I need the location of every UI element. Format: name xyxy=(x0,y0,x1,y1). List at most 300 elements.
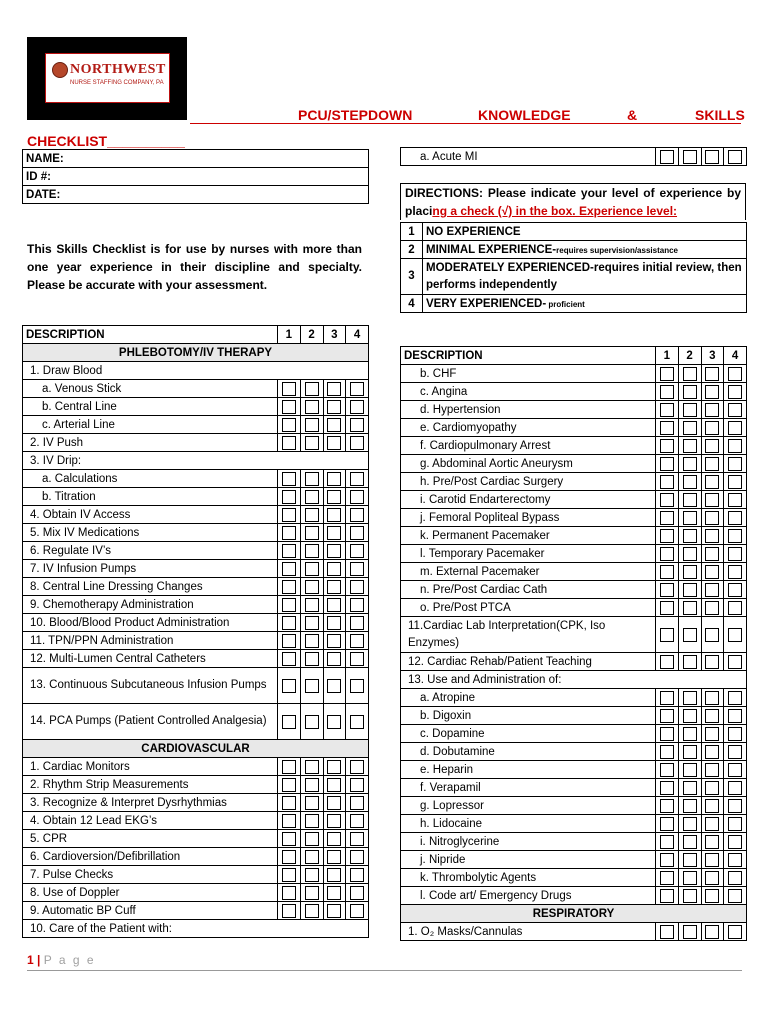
row-label: 9. Automatic BP Cuff xyxy=(23,902,278,920)
row-label: 7. Pulse Checks xyxy=(23,866,278,884)
checkbox[interactable] xyxy=(278,650,301,668)
checkbox[interactable] xyxy=(323,524,346,542)
checkbox[interactable] xyxy=(346,614,369,632)
row-label: k. Permanent Pacemaker xyxy=(401,527,656,545)
checkbox[interactable] xyxy=(701,707,724,725)
row-label: a. Atropine xyxy=(401,689,656,707)
row-label: f. Verapamil xyxy=(401,779,656,797)
row-label: 10. Blood/Blood Product Administration xyxy=(23,614,278,632)
checkbox[interactable] xyxy=(724,743,747,761)
checkbox[interactable] xyxy=(656,545,679,563)
checkbox[interactable] xyxy=(656,653,679,671)
header-col-3: 3 xyxy=(323,326,346,344)
company-logo xyxy=(27,37,187,120)
row-label: 3. Recognize & Interpret Dysrhythmias xyxy=(23,794,278,812)
row-label: e. Cardiomyopathy xyxy=(401,419,656,437)
checkbox[interactable] xyxy=(346,776,369,794)
row-label: c. Arterial Line xyxy=(23,416,278,434)
checkbox[interactable] xyxy=(701,923,724,941)
checkbox[interactable] xyxy=(701,887,724,905)
checkbox[interactable] xyxy=(656,401,679,419)
checkbox[interactable] xyxy=(701,761,724,779)
row-label: 6. Cardioversion/Defibrillation xyxy=(23,848,278,866)
checkbox[interactable] xyxy=(346,884,369,902)
checkbox[interactable] xyxy=(724,437,747,455)
checkbox[interactable] xyxy=(278,578,301,596)
checkbox[interactable] xyxy=(323,560,346,578)
checkbox[interactable] xyxy=(724,797,747,815)
checkbox[interactable] xyxy=(724,923,747,941)
checkbox[interactable] xyxy=(346,794,369,812)
row-label: 5. Mix IV Medications xyxy=(23,524,278,542)
checkbox[interactable] xyxy=(300,866,323,884)
checkbox[interactable] xyxy=(323,776,346,794)
checkbox[interactable] xyxy=(656,563,679,581)
checkbox[interactable] xyxy=(346,668,369,704)
checkbox[interactable] xyxy=(724,419,747,437)
checkbox[interactable] xyxy=(346,542,369,560)
checkbox[interactable] xyxy=(701,581,724,599)
row-label: l. Temporary Pacemaker xyxy=(401,545,656,563)
checkbox[interactable] xyxy=(300,668,323,704)
checkbox[interactable] xyxy=(678,581,701,599)
checkbox[interactable] xyxy=(278,524,301,542)
checkbox[interactable] xyxy=(278,902,301,920)
checkbox[interactable] xyxy=(346,758,369,776)
checkbox[interactable] xyxy=(701,491,724,509)
checkbox[interactable] xyxy=(346,704,369,740)
checkbox[interactable] xyxy=(278,848,301,866)
checkbox[interactable] xyxy=(346,506,369,524)
checkbox[interactable] xyxy=(278,884,301,902)
level-number: 4 xyxy=(401,295,423,313)
checkbox[interactable] xyxy=(724,545,747,563)
checkbox[interactable] xyxy=(701,815,724,833)
checkbox[interactable] xyxy=(278,506,301,524)
checkbox[interactable] xyxy=(678,455,701,473)
checkbox[interactable] xyxy=(278,776,301,794)
checkbox[interactable] xyxy=(300,380,323,398)
checkbox[interactable] xyxy=(701,148,724,166)
checkbox[interactable] xyxy=(724,617,747,653)
checkbox[interactable] xyxy=(323,632,346,650)
checkbox[interactable] xyxy=(656,725,679,743)
checkbox[interactable] xyxy=(678,401,701,419)
checkbox[interactable] xyxy=(278,632,301,650)
checkbox[interactable] xyxy=(678,473,701,491)
checkbox[interactable] xyxy=(678,779,701,797)
checkbox[interactable] xyxy=(278,488,301,506)
checkbox[interactable] xyxy=(678,545,701,563)
checkbox[interactable] xyxy=(300,632,323,650)
level-label: MODERATELY EXPERIENCED-requires initial review, then performs independently xyxy=(423,259,747,295)
checkbox[interactable] xyxy=(678,851,701,869)
checkbox[interactable] xyxy=(678,725,701,743)
row-label: j. Nipride xyxy=(401,851,656,869)
checkbox[interactable] xyxy=(724,779,747,797)
row-label: a. Acute MI xyxy=(401,148,656,166)
checkbox[interactable] xyxy=(300,434,323,452)
checkbox[interactable] xyxy=(656,815,679,833)
level-number: 2 xyxy=(401,241,423,259)
acute-mi-table xyxy=(400,147,747,166)
checkbox[interactable] xyxy=(724,527,747,545)
checkbox[interactable] xyxy=(300,776,323,794)
row-label: 4. Obtain IV Access xyxy=(23,506,278,524)
checkbox[interactable] xyxy=(346,866,369,884)
page-word: P a g e xyxy=(43,953,96,967)
checkbox[interactable] xyxy=(300,524,323,542)
checkbox[interactable] xyxy=(323,668,346,704)
checkbox[interactable] xyxy=(323,398,346,416)
checkbox[interactable] xyxy=(724,689,747,707)
checkbox[interactable] xyxy=(300,830,323,848)
checkbox[interactable] xyxy=(300,398,323,416)
checkbox[interactable] xyxy=(323,758,346,776)
header-col-2: 2 xyxy=(678,347,701,365)
checkbox[interactable] xyxy=(701,653,724,671)
checkbox[interactable] xyxy=(701,833,724,851)
row-label: b. Central Line xyxy=(23,398,278,416)
checkbox[interactable] xyxy=(656,617,679,653)
checkbox[interactable] xyxy=(724,653,747,671)
header-col-3: 3 xyxy=(701,347,724,365)
checkbox[interactable] xyxy=(656,923,679,941)
row-label: 11. TPN/PPN Administration xyxy=(23,632,278,650)
checkbox[interactable] xyxy=(701,779,724,797)
checkbox[interactable] xyxy=(724,563,747,581)
checkbox[interactable] xyxy=(656,869,679,887)
checkbox[interactable] xyxy=(346,488,369,506)
title-word-1: PCU/STEPDOWN xyxy=(298,107,413,123)
checkbox[interactable] xyxy=(323,830,346,848)
checkbox[interactable] xyxy=(300,650,323,668)
logo-name: NORTHWEST xyxy=(70,62,166,77)
checkbox[interactable] xyxy=(701,545,724,563)
checkbox[interactable] xyxy=(678,617,701,653)
checkbox[interactable] xyxy=(678,923,701,941)
row-label: b. CHF xyxy=(401,365,656,383)
checkbox[interactable] xyxy=(724,851,747,869)
checkbox[interactable] xyxy=(300,812,323,830)
checkbox[interactable] xyxy=(278,704,301,740)
checkbox[interactable] xyxy=(278,416,301,434)
checkbox[interactable] xyxy=(278,794,301,812)
checkbox[interactable] xyxy=(656,797,679,815)
checkbox[interactable] xyxy=(278,614,301,632)
checkbox[interactable] xyxy=(701,563,724,581)
id-field[interactable]: ID #: xyxy=(23,168,369,186)
checkbox[interactable] xyxy=(346,632,369,650)
checkbox[interactable] xyxy=(701,743,724,761)
directions-text-red: ng a check (√) in the box. Experience level: xyxy=(432,204,678,218)
row-label: g. Abdominal Aortic Aneurysm xyxy=(401,455,656,473)
checkbox[interactable] xyxy=(278,812,301,830)
checkbox[interactable] xyxy=(346,380,369,398)
checkbox[interactable] xyxy=(678,815,701,833)
checkbox[interactable] xyxy=(300,758,323,776)
row-label: 2. IV Push xyxy=(23,434,278,452)
checkbox[interactable] xyxy=(678,833,701,851)
checkbox[interactable] xyxy=(678,383,701,401)
checkbox[interactable] xyxy=(346,434,369,452)
checkbox[interactable] xyxy=(323,542,346,560)
checkbox[interactable] xyxy=(323,434,346,452)
checkbox[interactable] xyxy=(701,509,724,527)
checkbox[interactable] xyxy=(656,473,679,491)
checkbox[interactable] xyxy=(323,812,346,830)
checkbox[interactable] xyxy=(323,416,346,434)
row-label: 7. IV Infusion Pumps xyxy=(23,560,278,578)
checkbox[interactable] xyxy=(656,689,679,707)
row-label: 2. Rhythm Strip Measurements xyxy=(23,776,278,794)
checkbox[interactable] xyxy=(346,560,369,578)
checkbox[interactable] xyxy=(323,650,346,668)
date-field[interactable]: DATE: xyxy=(23,186,369,204)
checkbox[interactable] xyxy=(678,491,701,509)
checkbox[interactable] xyxy=(678,653,701,671)
checkbox[interactable] xyxy=(678,365,701,383)
checkbox[interactable] xyxy=(678,869,701,887)
checkbox[interactable] xyxy=(678,509,701,527)
title-word-2: KNOWLEDGE xyxy=(478,107,571,123)
checkbox[interactable] xyxy=(323,866,346,884)
checkbox[interactable] xyxy=(656,455,679,473)
row-label: a. Venous Stick xyxy=(23,380,278,398)
checkbox[interactable] xyxy=(724,815,747,833)
checkbox[interactable] xyxy=(724,761,747,779)
checkbox[interactable] xyxy=(724,707,747,725)
checkbox[interactable] xyxy=(656,707,679,725)
level-number: 3 xyxy=(401,259,423,295)
row-label: d. Dobutamine xyxy=(401,743,656,761)
checkbox[interactable] xyxy=(323,884,346,902)
header-col-4: 4 xyxy=(724,347,747,365)
checkbox[interactable] xyxy=(656,365,679,383)
checkbox[interactable] xyxy=(701,527,724,545)
title-word-3: & xyxy=(627,107,638,123)
row-label: 1. Draw Blood xyxy=(23,362,369,380)
logo-subtitle: NURSE STAFFING COMPANY, PA xyxy=(70,80,164,86)
checkbox[interactable] xyxy=(656,383,679,401)
header-description: DESCRIPTION xyxy=(23,326,278,344)
row-label: d. Hypertension xyxy=(401,401,656,419)
page-footer xyxy=(27,953,96,967)
row-label: 13. Use and Administration of: xyxy=(401,671,747,689)
checkbox[interactable] xyxy=(678,689,701,707)
checkbox[interactable] xyxy=(701,401,724,419)
checkbox[interactable] xyxy=(656,437,679,455)
checkbox[interactable] xyxy=(678,707,701,725)
checkbox[interactable] xyxy=(300,794,323,812)
checkbox[interactable] xyxy=(701,869,724,887)
basketball-icon xyxy=(52,62,68,78)
checkbox[interactable] xyxy=(300,704,323,740)
checkbox[interactable] xyxy=(346,830,369,848)
checkbox[interactable] xyxy=(656,779,679,797)
checkbox[interactable] xyxy=(323,794,346,812)
checkbox[interactable] xyxy=(278,542,301,560)
checkbox[interactable] xyxy=(656,148,679,166)
row-label: 8. Use of Doppler xyxy=(23,884,278,902)
checkbox[interactable] xyxy=(656,527,679,545)
checkbox[interactable] xyxy=(701,365,724,383)
checkbox[interactable] xyxy=(278,668,301,704)
row-label: 10. Care of the Patient with: xyxy=(23,920,369,938)
checkbox[interactable] xyxy=(278,470,301,488)
checkbox[interactable] xyxy=(656,833,679,851)
checkbox[interactable] xyxy=(701,419,724,437)
row-label: 12. Cardiac Rehab/Patient Teaching xyxy=(401,653,656,671)
checkbox[interactable] xyxy=(701,689,724,707)
checkbox[interactable] xyxy=(323,578,346,596)
checkbox[interactable] xyxy=(724,148,747,166)
checkbox[interactable] xyxy=(323,902,346,920)
row-label: 13. Continuous Subcutaneous Infusion Pumps xyxy=(23,668,278,704)
checkbox[interactable] xyxy=(323,506,346,524)
checkbox[interactable] xyxy=(278,596,301,614)
checkbox[interactable] xyxy=(346,416,369,434)
checkbox[interactable] xyxy=(724,383,747,401)
checkbox[interactable] xyxy=(724,401,747,419)
checkbox[interactable] xyxy=(656,509,679,527)
intro-text: This Skills Checklist is for use by nurses with more than one year experience in their discipline and specialty. Please be accurate with your assessment. xyxy=(27,242,362,292)
checkbox[interactable] xyxy=(701,437,724,455)
checkbox[interactable] xyxy=(678,563,701,581)
checkbox[interactable] xyxy=(656,743,679,761)
checkbox[interactable] xyxy=(346,650,369,668)
row-label: 14. PCA Pumps (Patient Controlled Analgesia) xyxy=(23,704,278,740)
checkbox[interactable] xyxy=(678,797,701,815)
checkbox[interactable] xyxy=(323,704,346,740)
checkbox[interactable] xyxy=(346,470,369,488)
checkbox[interactable] xyxy=(346,398,369,416)
checkbox[interactable] xyxy=(300,848,323,866)
row-label: 6. Regulate IV’s xyxy=(23,542,278,560)
checkbox[interactable] xyxy=(701,617,724,653)
checkbox[interactable] xyxy=(300,884,323,902)
checkbox[interactable] xyxy=(300,596,323,614)
checkbox[interactable] xyxy=(678,148,701,166)
checkbox[interactable] xyxy=(701,455,724,473)
checkbox[interactable] xyxy=(323,596,346,614)
checkbox[interactable] xyxy=(656,851,679,869)
checkbox[interactable] xyxy=(346,902,369,920)
checkbox[interactable] xyxy=(656,491,679,509)
checkbox[interactable] xyxy=(323,380,346,398)
checkbox[interactable] xyxy=(724,455,747,473)
checkbox[interactable] xyxy=(656,761,679,779)
checkbox[interactable] xyxy=(701,725,724,743)
checkbox[interactable] xyxy=(346,596,369,614)
checkbox[interactable] xyxy=(300,902,323,920)
checkbox[interactable] xyxy=(678,761,701,779)
checkbox[interactable] xyxy=(323,470,346,488)
level-label: VERY EXPERIENCED- proficient xyxy=(423,295,747,313)
checkbox[interactable] xyxy=(678,419,701,437)
checkbox[interactable] xyxy=(346,524,369,542)
checkbox[interactable] xyxy=(300,506,323,524)
checkbox[interactable] xyxy=(278,830,301,848)
checkbox[interactable] xyxy=(724,365,747,383)
checkbox[interactable] xyxy=(278,380,301,398)
checkbox[interactable] xyxy=(678,437,701,455)
row-label: c. Dopamine xyxy=(401,725,656,743)
checkbox[interactable] xyxy=(656,887,679,905)
checkbox[interactable] xyxy=(300,542,323,560)
checkbox[interactable] xyxy=(701,599,724,617)
checkbox[interactable] xyxy=(323,848,346,866)
checkbox[interactable] xyxy=(300,416,323,434)
checkbox[interactable] xyxy=(678,599,701,617)
row-label: b. Digoxin xyxy=(401,707,656,725)
row-label: 8. Central Line Dressing Changes xyxy=(23,578,278,596)
row-label: i. Nitroglycerine xyxy=(401,833,656,851)
checkbox[interactable] xyxy=(701,851,724,869)
checkbox[interactable] xyxy=(278,866,301,884)
checkbox[interactable] xyxy=(656,599,679,617)
checkbox[interactable] xyxy=(278,398,301,416)
level-number: 1 xyxy=(401,223,423,241)
left-checklist-table xyxy=(22,325,369,938)
name-field[interactable]: NAME: xyxy=(23,150,369,168)
row-label: n. Pre/Post Cardiac Cath xyxy=(401,581,656,599)
title-underline xyxy=(190,123,741,124)
checkbox[interactable] xyxy=(656,581,679,599)
checkbox[interactable] xyxy=(724,581,747,599)
checkbox[interactable] xyxy=(300,560,323,578)
checkbox[interactable] xyxy=(656,419,679,437)
section-respiratory: RESPIRATORY xyxy=(401,905,747,923)
checkbox[interactable] xyxy=(300,488,323,506)
checkbox[interactable] xyxy=(701,383,724,401)
checkbox[interactable] xyxy=(724,887,747,905)
checkbox[interactable] xyxy=(346,848,369,866)
footer-rule xyxy=(27,970,742,971)
checkbox[interactable] xyxy=(278,560,301,578)
checkbox[interactable] xyxy=(678,743,701,761)
checkbox[interactable] xyxy=(724,599,747,617)
checkbox[interactable] xyxy=(323,614,346,632)
checkbox[interactable] xyxy=(724,491,747,509)
row-label: c. Angina xyxy=(401,383,656,401)
checkbox[interactable] xyxy=(300,578,323,596)
checkbox[interactable] xyxy=(300,470,323,488)
row-label: 11.Cardiac Lab Interpretation(CPK, Iso Enzymes) xyxy=(401,617,656,653)
checkbox[interactable] xyxy=(300,614,323,632)
checkbox[interactable] xyxy=(323,488,346,506)
level-label: NO EXPERIENCE xyxy=(423,223,747,241)
checkbox[interactable] xyxy=(724,473,747,491)
checkbox[interactable] xyxy=(346,812,369,830)
checkbox[interactable] xyxy=(724,833,747,851)
checkbox[interactable] xyxy=(724,509,747,527)
row-label: e. Heparin xyxy=(401,761,656,779)
checkbox[interactable] xyxy=(701,797,724,815)
checkbox[interactable] xyxy=(701,473,724,491)
header-col-4: 4 xyxy=(346,326,369,344)
row-label: i. Carotid Endarterectomy xyxy=(401,491,656,509)
checkbox[interactable] xyxy=(278,434,301,452)
checkbox[interactable] xyxy=(346,578,369,596)
checkbox[interactable] xyxy=(278,758,301,776)
checkbox[interactable] xyxy=(678,887,701,905)
row-label: 1. O₂ Masks/Cannulas xyxy=(401,923,656,941)
checkbox[interactable] xyxy=(724,869,747,887)
checkbox[interactable] xyxy=(724,725,747,743)
checkbox[interactable] xyxy=(678,527,701,545)
row-label: j. Femoral Popliteal Bypass xyxy=(401,509,656,527)
